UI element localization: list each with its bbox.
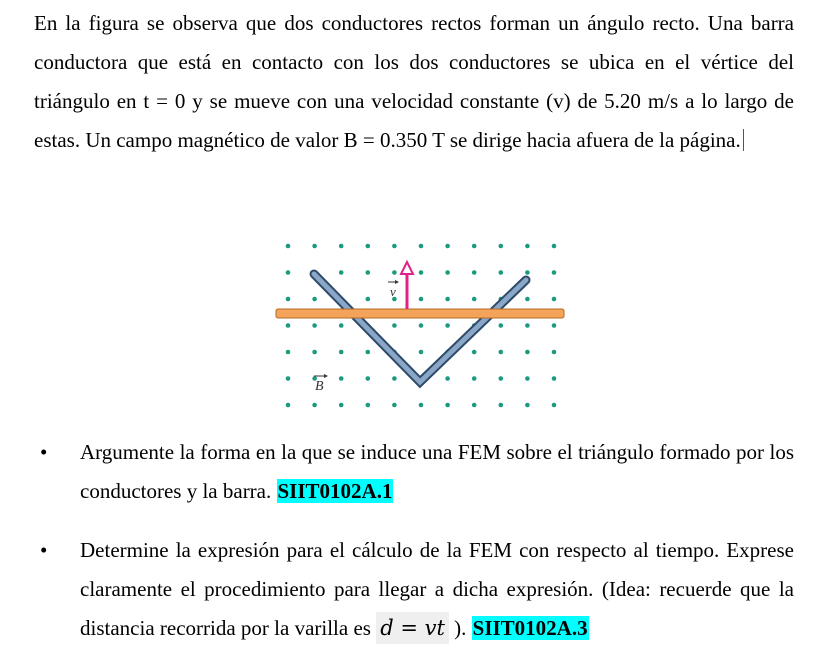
text-cursor [743,129,744,151]
field-dot [312,350,317,355]
question-code-tag: SIIT0102A.1 [277,479,393,503]
field-dot [339,270,344,275]
field-dot [499,403,504,408]
field-dot [366,244,371,249]
field-dot [499,376,504,381]
field-dot [552,376,557,381]
field-dot [499,350,504,355]
field-dot [339,350,344,355]
field-dot [392,270,397,275]
question-text: Determine la expresión para el cálculo de la FEM con respecto al tiempo. Exprese claramente el procedimiento para llegar a dicha expresión. (Idea: recuerde que la distancia recorrida por la varilla es [80,538,794,640]
field-dot [499,270,504,275]
field-dot [392,323,397,328]
field-dot [366,270,371,275]
field-dot [419,244,424,249]
field-dot [312,403,317,408]
field-dot [419,270,424,275]
field-dot [286,376,291,381]
field-dot [312,244,317,249]
field-dot [552,270,557,275]
field-dot [392,244,397,249]
field-dot [525,270,530,275]
velocity-arrowhead [401,262,413,274]
physics-diagram [274,236,570,416]
field-dot [499,244,504,249]
field-dot [445,244,450,249]
field-dot [366,403,371,408]
field-dot [392,376,397,381]
field-dot [286,270,291,275]
field-dot [419,323,424,328]
velocity-label-vector-tip [395,280,399,284]
field-dot [472,244,477,249]
field-dot [525,403,530,408]
bullet-marker: • [40,440,48,464]
velocity-label: v [390,284,396,299]
problem-statement [34,4,794,160]
field-dot [552,244,557,249]
field-dot [472,350,477,355]
field-dot [312,323,317,328]
field-dot [525,350,530,355]
question-text: Argumente la forma en la que se induce una FEM sobre el triángulo formado por los conductores y la barra. [80,440,794,503]
field-dot [552,323,557,328]
field-label: B [315,379,324,394]
diagram-svg [274,236,570,416]
field-dot [419,350,424,355]
field-dot [339,376,344,381]
question-code-tag: SIIT0102A.3 [472,616,588,640]
field-dot [472,297,477,302]
field-dot [366,376,371,381]
field-dot [552,403,557,408]
field-dot [525,297,530,302]
field-dot [445,270,450,275]
field-dot [286,403,291,408]
question-item [40,433,794,511]
field-dot [552,297,557,302]
field-dot [392,403,397,408]
field-dot [445,403,450,408]
problem-text: En la figura se observa que dos conductores rectos forman un ángulo recto. Una barra conductora que está en contacto con los dos conductores se ubica en el vértice del triángulo en t = 0 y se mueve con una velocidad constante (v) de 5.20 m/s a lo largo de estas. Un campo magnético de valor B = 0.350 T se dirige hacia afuera de la página. [34,11,794,152]
question-item [40,531,794,648]
field-dot [445,376,450,381]
field-dot [366,297,371,302]
conductor-rails [314,274,526,382]
field-dot [339,403,344,408]
field-dot [339,323,344,328]
field-dot [499,323,504,328]
field-dot [312,297,317,302]
field-dot [472,376,477,381]
math-expression: d = vt [376,612,449,644]
field-dot [445,323,450,328]
field-label-vector-tip [324,374,328,378]
conducting-bar [276,309,564,318]
question-text-end: ). [454,616,467,640]
field-dot [419,403,424,408]
field-dot [286,244,291,249]
field-dot [286,350,291,355]
field-dot [445,297,450,302]
bullet-marker: • [40,538,48,562]
field-dot [286,297,291,302]
field-dot [525,323,530,328]
field-dot [525,376,530,381]
field-dot [525,244,530,249]
field-dot [286,323,291,328]
field-dot [472,270,477,275]
field-dot [419,297,424,302]
field-dot [339,244,344,249]
conductor-rails-highlight [314,274,526,382]
field-dot [366,350,371,355]
field-dot [552,350,557,355]
field-dot [472,403,477,408]
